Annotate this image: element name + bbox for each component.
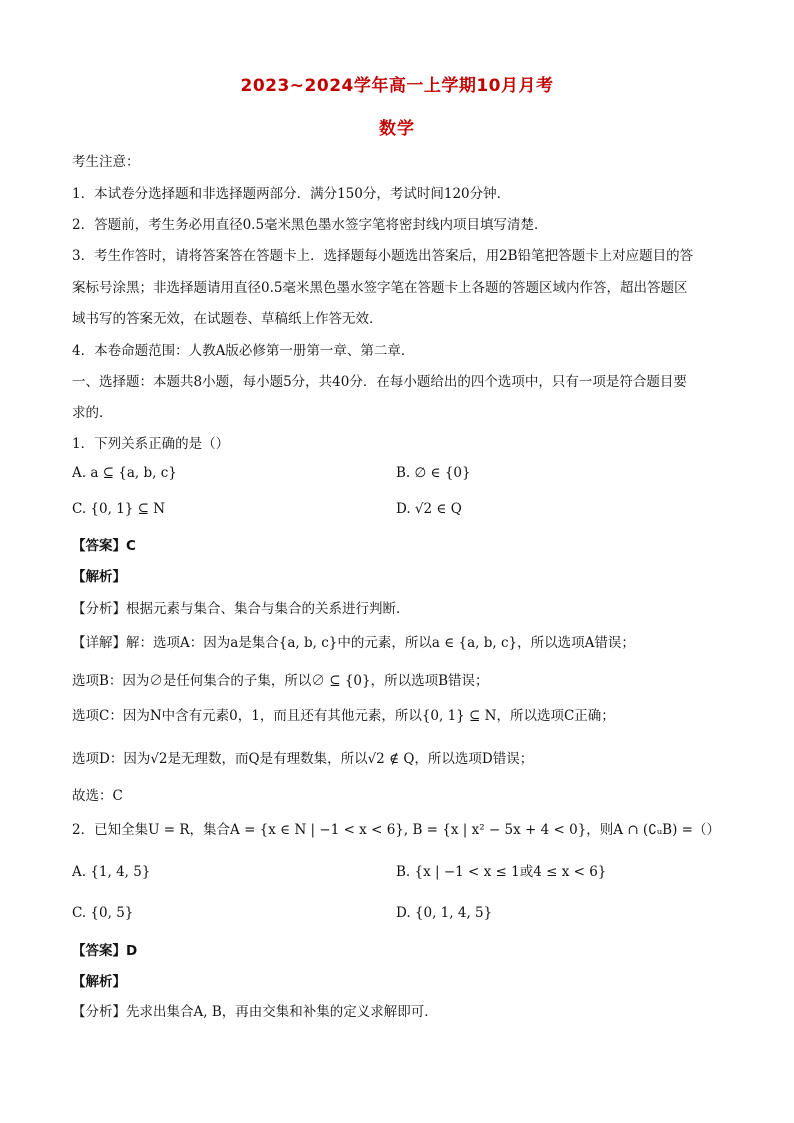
- question-1-option-d: D. √2 ∈ Q: [396, 501, 462, 517]
- exam-title: 2023~2024学年高一上学期10月月考: [240, 76, 554, 96]
- subject-title: 数学: [379, 119, 415, 139]
- notice-item-3-line-2: 案标号涂黑；非选择题请用直径0.5毫米黑色墨水签字笔在答题卡上各题的答题区域内作答，超出答题区: [72, 280, 688, 296]
- question-2-analysis-label: 【解析】: [72, 974, 126, 990]
- notice-item-3-line-3: 域书写的答案无效，在试题卷、草稿纸上作答无效．: [72, 311, 383, 327]
- question-1-conclusion: 故选：C: [72, 788, 123, 804]
- question-2-answer: 【答案】D: [72, 943, 138, 959]
- question-1-detail-2: 选项B：因为∅是任何集合的子集，所以∅ ⊆ {0}，所以选项B错误；: [72, 673, 489, 689]
- notice-item-4: 4．本卷命题范围：人教A版必修第一册第一章、第二章．: [72, 343, 415, 359]
- question-2-option-d: D. {0, 1, 4, 5}: [396, 905, 493, 921]
- question-1-option-a: A. a ⊆ {a, b, c}: [72, 465, 177, 481]
- question-1-stem: 1．下列关系正确的是（）: [72, 436, 230, 452]
- notice-item-3-line-1: 3．考生作答时，请将答案答在答题卡上．选择题每小题选出答案后，用2B铅笔把答题卡上对应题目的答: [72, 248, 694, 264]
- question-1-detail-3: 选项C：因为N中含有元素0，1，而且还有其他元素，所以{0, 1} ⊆ N，所以选项C正确；: [72, 708, 615, 724]
- section-heading-line-1: 一、选择题：本题共8小题，每小题5分，共40分．在每小题给出的四个选项中，只有一项是符合题目要: [72, 374, 687, 390]
- notice-item-1: 1．本试卷分选择题和非选择题两部分．满分150分，考试时间120分钟．: [72, 186, 511, 202]
- question-1-detail-4: 选项D：因为√2是无理数，而Q是有理数集，所以√2 ∉ Q，所以选项D错误；: [72, 751, 534, 767]
- question-1-option-c: C. {0, 1} ⊆ N: [72, 501, 166, 517]
- section-heading-line-2: 求的．: [72, 405, 113, 421]
- notice-item-2: 2．答题前，考生务必用直径0.5毫米黑色墨水签字笔将密封线内项目填写清楚．: [72, 217, 548, 233]
- question-2-analysis: 【分析】先求出集合A, B，再由交集和补集的定义求解即可．: [72, 1004, 438, 1020]
- question-2-stem: 2．已知全集U = R，集合A = {x ∈ N | −1 < x < 6}, B = {x | x² − 5x + 4 < 0}，则A ∩ (∁ᵤB) =（）: [72, 822, 720, 838]
- question-1-detail-1: 【详解】解：选项A：因为a是集合{a, b, c}中的元素，所以a ∈ {a, b, c}，所以选项A错误；: [72, 635, 635, 651]
- question-1-analysis-label: 【解析】: [72, 569, 126, 585]
- question-2-option-b: B. {x | −1 < x ≤ 1或4 ≤ x < 6}: [396, 864, 607, 880]
- notice-heading: 考生注意：: [72, 154, 140, 170]
- question-2-option-a: A. {1, 4, 5}: [72, 864, 151, 880]
- question-1-answer: 【答案】C: [72, 538, 136, 554]
- question-1-option-b: B. ∅ ∈ {0}: [396, 465, 471, 481]
- question-2-option-c: C. {0, 5}: [72, 905, 134, 921]
- question-1-analysis: 【分析】根据元素与集合、集合与集合的关系进行判断．: [72, 601, 410, 617]
